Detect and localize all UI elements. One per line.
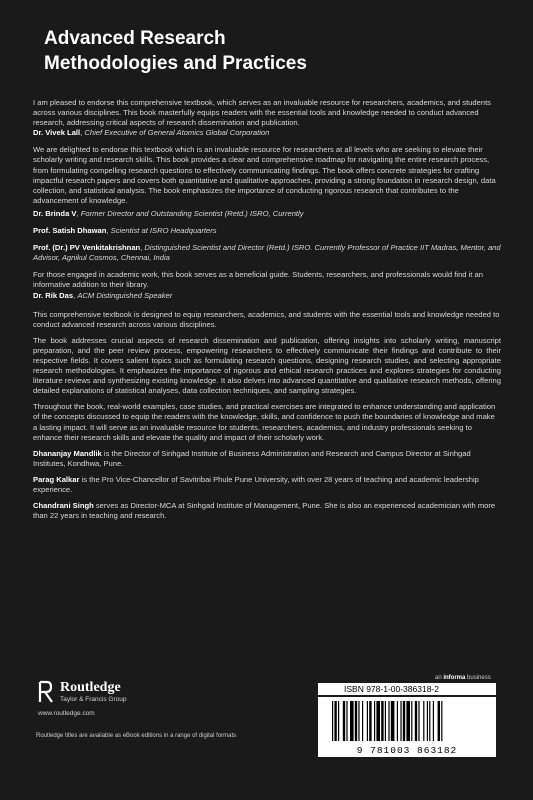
publisher-name: Routledge	[60, 680, 121, 695]
barcode-bar	[391, 701, 395, 741]
barcode-bar	[358, 701, 359, 741]
barcode-bar	[385, 701, 386, 741]
endorser-role: Former Director and Outstanding Scientist (Retd.) ISRO, Currently	[80, 208, 304, 218]
barcode-bar	[423, 701, 424, 741]
barcode-bar	[397, 701, 398, 741]
author-name: Dhananjay Mandlik	[33, 448, 102, 458]
title-line-1: Advanced Research	[44, 28, 226, 49]
barcode-bar	[355, 701, 357, 741]
title-line-2: Methodologies and Practices	[44, 53, 307, 74]
barcode-bar	[403, 701, 405, 741]
barcode-bar	[406, 701, 410, 741]
barcode-bar	[427, 701, 428, 741]
barcode-bar	[438, 701, 440, 741]
author-bio-3	[33, 501, 501, 521]
author-bio-2	[33, 475, 501, 495]
author-name: Chandrani Singh	[33, 501, 94, 511]
barcode-bar	[338, 701, 339, 741]
barcode-bar	[415, 701, 417, 741]
barcode-bar	[332, 701, 333, 741]
barcode-bar	[411, 701, 412, 741]
endorser-name: Prof. (Dr.) PV Venkitakrishnan	[33, 243, 141, 253]
barcode	[318, 697, 496, 757]
endorsement-text: I am pleased to endorse this comprehensive textbook, which serves as an invaluable resource for researchers, academics, and students across various disciplines. This book masterfully equips readers with the essential tools and knowledge needed to conduct advanced research, addressing critical aspects of research dissemination and publication.	[33, 98, 491, 128]
author-name: Parag Kalkar	[33, 474, 80, 484]
endorser-name: Dr. Vivek Lall	[33, 128, 81, 138]
barcode-bar	[418, 701, 419, 741]
barcode-bar	[343, 701, 345, 741]
isbn-label: ISBN 978-1-00-386318-2	[318, 683, 496, 695]
routledge-logo-icon	[38, 680, 54, 704]
endorser-role: ACM Distinguished Speaker	[77, 290, 173, 300]
barcode-bar	[334, 701, 336, 741]
barcode-bar	[369, 701, 371, 741]
author-bio: serves as Director-MCA at Sinhgad Institute of Management, Pune. She is also an experienced academician with more than 22 years in teaching and research.	[33, 501, 496, 521]
informa-tagline: an informa business	[435, 675, 491, 681]
author-bio: is the Director of Sinhgad Institute of Business Administration and Research and Campus Director at Sinhgad Institutes, Kondhwa, Pune.	[33, 448, 471, 468]
endorsement-5: For those engaged in academic work, this book serves as a beneficial guide. Students, researchers, and professionals would find it an informative addition to their library. Dr. Rik Das, ACM Distinguished Speaker	[33, 270, 501, 300]
description-paragraph-1: This comprehensive textbook is designed to equip researchers, academics, and students with the essential tools and knowledge needed to conduct advanced research across various disciplines.	[33, 309, 500, 329]
barcode-bar	[381, 701, 383, 741]
barcode-bar	[429, 701, 430, 741]
author-bio-1	[33, 449, 501, 469]
barcode-bar	[441, 701, 442, 741]
description-paragraph-2: The book addresses crucial aspects of research dissemination and publication, offering insights into scholarly writing, manuscript preparation, and the peer review process, empowering researchers to effectively communicate their findings and contribute to their respective fields. It covers salient topics such as formulating research questions, designing research studies, and selecting appropriate research methodologies. It emphasizes the importance of rigorous and ethical research practices and explores strategies for conducting literature reviews and synthesizing existing knowledge. It also delves into advanced quantitative and qualitative research methods, offering detailed explanations of statistical analyses, data collection techniques, and sampling strategies.	[33, 335, 501, 396]
barcode-bar	[367, 701, 368, 741]
publisher-group: Taylor & Francis Group	[60, 696, 127, 703]
endorsement-3: Prof. Satish Dhawan, Scientist at ISRO Headquarters	[33, 226, 217, 236]
endorser-role: Chief Executive of General Atomics Global Corporation	[84, 128, 270, 138]
barcode-bar	[376, 701, 380, 741]
endorsement-2: We are delighted to endorse this textbook which is an invaluable resource for researchers at all levels who are seeking to elevate their scholarly writing and research skills. This book provides a clear and comprehensive roadmap for navigating the entire research process, from formulating compelling research questions to effectively communicating findings. The book offers concrete strategies for crafting impactful research papers and covers both quantitative and qualitative approaches, providing a strong foundation in research design, data collection, and statistical analysis. The book emphasizes the importance of conducting rigorous research that contributes to the advancement of knowledge. Dr. Brinda V, Former Director and Outstanding Scientist (Retd.) ISRO, Currently	[33, 145, 501, 219]
endorsement-text: For those engaged in academic work, this book serves as a beneficial guide. Students, researchers, and professionals would find it an informative addition to their library.	[33, 270, 483, 290]
barcode-bars	[318, 697, 496, 745]
description-paragraph-3: Throughout the book, real-world examples, case studies, and practical exercises are integrated to enhance understanding and application of the concepts discussed to equip the readers with the knowledge, skills, and confidence to push the boundaries of knowledge and make a lasting impact. It will serve as an invaluable resource for students, researchers, academics, and industry professionals seeking to enhance their research skills and elevate the quality and impact of their scholarly work.	[33, 402, 496, 442]
ebook-footnote: Routledge titles are available as eBook editions in a range of digital formats	[36, 733, 237, 739]
barcode-bar	[388, 701, 389, 741]
back-cover-text	[33, 98, 501, 527]
barcode-bar	[400, 701, 401, 741]
endorser-name: Dr. Brinda V	[33, 208, 77, 218]
endorsement-text: We are delighted to endorse this textbook which is an invaluable resource for researchers at all levels who are seeking to elevate their scholarly writing and research skills. This book provides a clear and comprehensive roadmap for navigating the entire research process, from formulating compelling research questions to effectively communicating findings. The book offers concrete strategies for crafting impactful research papers and covers both quantitative and qualitative approaches, providing a strong foundation in research design, data collection, and statistical analysis. The book emphasizes the importance of conducting rigorous research that contributes to the advancement of knowledge.	[33, 145, 496, 205]
author-bio: is the Pro Vice-Chancellor of Savitribai Phule Pune University, with over 28 years of teaching and academic leadership experience.	[33, 474, 479, 494]
endorsement-4: Prof. (Dr.) PV Venkitakrishnan, Distinguished Scientist and Director (Retd.) ISRO. Currently Professor of Practice IIT Madras, Mentor, and Advisor, Agnikul Cosmos, Chennai, India	[33, 243, 501, 263]
endorsement-1: I am pleased to endorse this comprehensive textbook, which serves as an invaluable resource for researchers, academics, and students across various disciplines. This book masterfully equips readers with the essential tools and knowledge needed to conduct advanced research, addressing critical aspects of research dissemination and publication. Dr. Vivek Lall, Chief Executive of General Atomics Global Corporation	[33, 98, 501, 138]
barcode-bar	[346, 701, 347, 741]
publisher-url: www.routledge.com	[38, 710, 95, 717]
barcode-bar	[362, 701, 363, 741]
barcode-bar	[374, 701, 375, 741]
routledge-logo	[38, 680, 198, 726]
endorser-name: Prof. Satish Dhawan	[33, 226, 107, 236]
endorser-role: Scientist at ISRO Headquarters	[110, 226, 217, 236]
endorser-role: Distinguished Scientist and Director (Retd.) ISRO. Currently Professor of Practice IIT Madras, Mentor, and Advisor, Agnikul Cosmos, Chennai, India	[33, 243, 501, 263]
barcode-number: 9 781003 863182	[356, 745, 458, 756]
endorser-name: Dr. Rik Das	[33, 290, 74, 300]
book-title	[44, 26, 484, 76]
barcode-bar	[433, 701, 434, 741]
barcode-bar	[350, 701, 354, 741]
